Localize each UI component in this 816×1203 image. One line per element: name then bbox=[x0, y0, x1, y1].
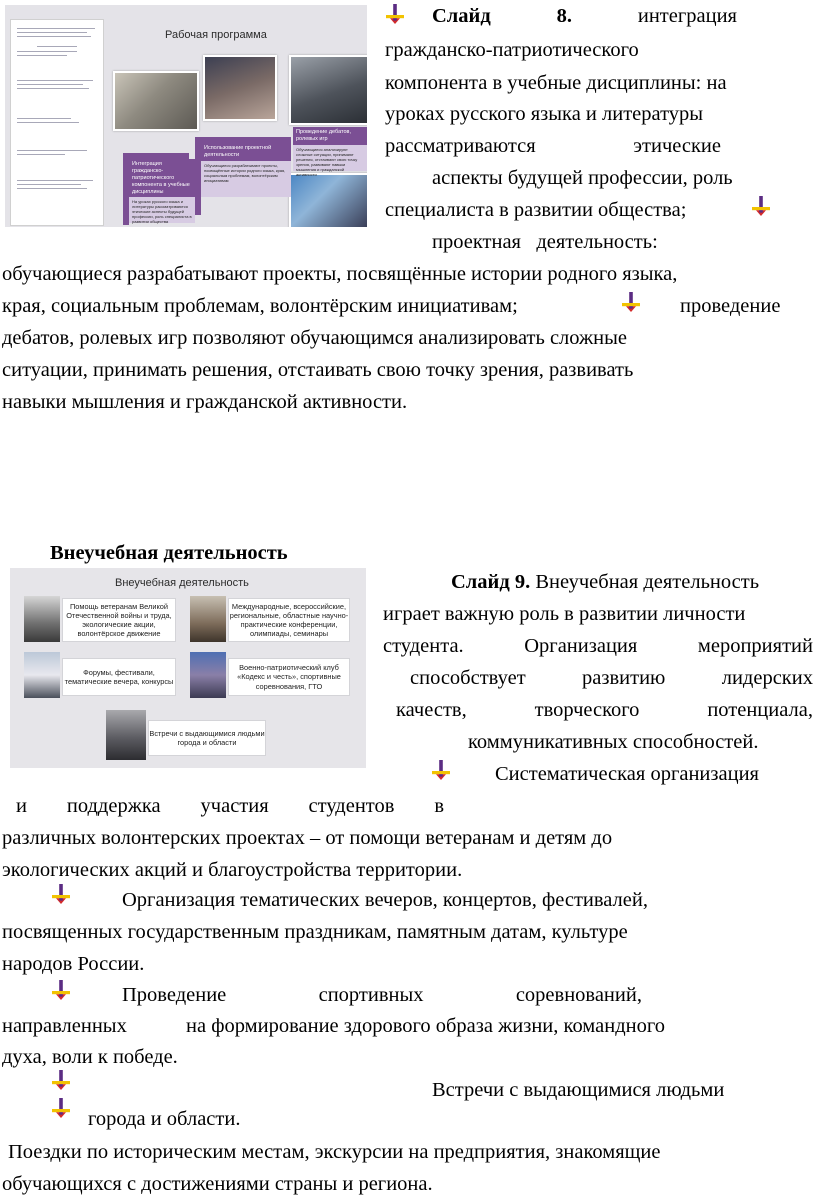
slide-9-line-1-text: Внеучебная деятельность bbox=[530, 571, 760, 593]
slide-9-line-14-b: спортивных bbox=[318, 984, 424, 1006]
integration-box-body: На уроках русского языка и литературы рассматриваются этические аспекты будущей профессии, роль специалиста в развитии общества bbox=[132, 199, 192, 225]
slide-9-line-17: Встречи с выдающимися людьми bbox=[432, 1079, 725, 1101]
classroom-photo-2 bbox=[203, 55, 277, 121]
slide-9-line-8-d: студентов bbox=[308, 795, 395, 817]
slide-9-line-14-a: Проведение bbox=[122, 984, 227, 1006]
slide-9-line-5 bbox=[396, 700, 813, 721]
slide-9-line-8-a: и bbox=[16, 795, 27, 817]
conferences-card-text: Международные, всероссийские, региональные, областные научно-практические конференции, олимпиады, семинары bbox=[229, 601, 349, 639]
sports-photo bbox=[190, 652, 226, 698]
slide-9-line-15-b: на формирование здорового образа жизни, командного bbox=[186, 1015, 666, 1037]
slide-9-line-10: экологических акций и благоустройства территории. bbox=[2, 859, 463, 881]
slide-9-line-18: города и области. bbox=[88, 1108, 241, 1130]
slide-8-line-8-b: деятельность: bbox=[536, 231, 658, 253]
veterans-photo bbox=[24, 596, 60, 642]
slide-9-line-14 bbox=[122, 985, 642, 1006]
slide-8-number: 8. bbox=[556, 5, 572, 27]
military-club-card bbox=[228, 658, 350, 696]
project-activity-box-header: Использование проектной деятельности bbox=[201, 143, 291, 161]
slide-9-line-19: Поездки по историческим местам, экскурсии на предприятия, знакомящие bbox=[8, 1141, 661, 1163]
military-club-card-text: Военно-патриотический клуб «Кодекс и честь», спортивные соревнования, ГТО bbox=[237, 663, 341, 691]
slide-8-line-9: обучающиеся разрабатывают проекты, посвящённые истории родного языка, bbox=[2, 263, 678, 285]
forums-card bbox=[62, 658, 176, 696]
slide-8-line-1-text: интеграция bbox=[637, 5, 737, 27]
slide-9-line-8-c: участия bbox=[200, 795, 269, 817]
section-heading: Внеучебная деятельность bbox=[50, 542, 288, 564]
slide-8-line-3: компонента в учебные дисциплины: на bbox=[385, 72, 727, 94]
slide-8-line-5-b: этические bbox=[633, 135, 721, 157]
arrow-bullet-icon bbox=[52, 980, 70, 1000]
slide-9-line-20: обучающихся с достижениями страны и региона. bbox=[2, 1173, 433, 1195]
slide-9-line-5-a: качеств, bbox=[396, 699, 467, 721]
slide-9-label: Слайд 9. bbox=[451, 571, 531, 593]
slide-8-line-8 bbox=[432, 232, 658, 253]
slide-9-line-11: Организация тематических вечеров, концертов, фестивалей, bbox=[122, 889, 648, 911]
slide-8-line-11: дебатов, ролевых игр позволяют обучающимся анализировать сложные bbox=[2, 327, 628, 349]
meeting-photo bbox=[106, 710, 146, 760]
volunteering-card bbox=[62, 598, 176, 642]
slide-9-line-7: Систематическая организация bbox=[495, 763, 759, 785]
classroom-photo-3 bbox=[289, 55, 367, 125]
slide-8-image bbox=[5, 5, 367, 227]
slide-9-line-3-b: Организация bbox=[524, 635, 638, 657]
slide-9-image bbox=[10, 568, 366, 768]
slide-9-line-16: духа, воли к победе. bbox=[2, 1046, 178, 1068]
slide-9-line-4-b: развитию bbox=[582, 667, 666, 689]
arrow-bullet-icon bbox=[622, 292, 640, 312]
conference-photo bbox=[190, 596, 226, 642]
slide-9-line-8-e: в bbox=[434, 795, 444, 817]
slide-9-line-9: различных волонтерских проектах – от помощи ветеранам и детям до bbox=[2, 827, 613, 849]
slide-8-line-10-a: края, социальным проблемам, волонтёрским инициативам; bbox=[2, 295, 518, 317]
arrow-bullet-icon bbox=[52, 1098, 70, 1118]
project-activity-box bbox=[201, 143, 291, 197]
slide-9-line-8-b: поддержка bbox=[66, 795, 161, 817]
slide-9-line-5-b: творческого bbox=[534, 699, 640, 721]
forums-card-text: Форумы, фестивали, тематические вечера, конкурсы bbox=[64, 667, 174, 686]
slide-9-line-4 bbox=[410, 668, 813, 689]
slide-9-line-12: посвященных государственным праздникам, памятным датам, культуре bbox=[2, 921, 628, 943]
slide-9-line-14-c: соревнований, bbox=[515, 984, 642, 1006]
document-page-thumbnail bbox=[10, 19, 104, 226]
arrow-bullet-icon bbox=[386, 4, 404, 24]
slide-9-line-3-c: мероприятий bbox=[697, 635, 813, 657]
arrow-bullet-icon bbox=[52, 1070, 70, 1090]
slide-8-line-5 bbox=[385, 136, 721, 157]
slide-9-line-2: играет важную роль в развитии личности bbox=[383, 603, 746, 625]
slide-9-line-4-a: способствует bbox=[410, 667, 526, 689]
slide-8-label: Слайд bbox=[432, 5, 491, 27]
slide-8-line-2: гражданско-патриотического bbox=[385, 39, 639, 61]
slide-8-line-10-b: проведение bbox=[680, 295, 781, 317]
slide-9-line-5-c: потенциала, bbox=[707, 699, 813, 721]
slide-8-line-1 bbox=[432, 6, 737, 27]
slide-9-line-1 bbox=[451, 572, 759, 593]
slide-8-title: Рабочая программа bbox=[165, 29, 267, 41]
slide-8-line-5-a: рассматриваются bbox=[385, 135, 536, 157]
arrow-bullet-icon bbox=[52, 884, 70, 904]
slide-9-line-8 bbox=[16, 796, 444, 817]
slide-9-line-3 bbox=[383, 636, 813, 657]
festival-photo bbox=[24, 652, 60, 698]
slide-9-line-13: народов России. bbox=[2, 953, 145, 975]
conferences-card bbox=[228, 598, 350, 642]
slide-9-line-15-a: направленных bbox=[2, 1015, 127, 1037]
debates-box bbox=[293, 127, 367, 177]
debates-box-header: Проведение дебатов, ролевых игр bbox=[293, 127, 367, 145]
slide-9-line-3-a: студента. bbox=[383, 635, 464, 657]
slide-9-line-6: коммуникативных способностей. bbox=[468, 731, 759, 753]
slide-8-line-6: аспекты будущей профессии, роль bbox=[432, 167, 733, 189]
event-photo bbox=[289, 173, 367, 227]
arrow-bullet-icon bbox=[432, 760, 450, 780]
volunteering-card-text: Помощь ветеранам Великой Отечественной войны и труда, экологические акции, волонтёрское движение bbox=[66, 601, 172, 639]
slide-9-title: Внеучебная деятельность bbox=[115, 577, 249, 589]
slide-8-line-13: навыки мышления и гражданской активности. bbox=[2, 391, 408, 413]
classroom-photo-1 bbox=[113, 71, 199, 131]
debates-box-body: Обучающиеся анализируют сложные ситуации, принимают решения, отстаивают свою точку зрения, развивают навыки мышления и гражданской активности bbox=[296, 146, 358, 177]
slide-8-line-8-a: проектная bbox=[432, 231, 521, 253]
integration-box-header: Интеграция гражданско-патриотического компонента в учебные дисциплины bbox=[129, 159, 195, 197]
slide-9-line-4-c: лидерских bbox=[721, 667, 813, 689]
slide-8-line-7: специалиста в развитии общества; bbox=[385, 199, 687, 221]
project-activity-box-body: Обучающиеся разрабатывают проекты, посвящённые истории родного языка, края, социальным проблемам, волонтёрским инициативам bbox=[204, 162, 286, 183]
slide-8-line-12: ситуации, принимать решения, отстаивать свою точку зрения, развивать bbox=[2, 359, 634, 381]
slide-8-line-4: уроках русского языка и литературы bbox=[385, 103, 704, 125]
arrow-bullet-icon bbox=[752, 196, 770, 216]
meetings-card bbox=[148, 720, 266, 756]
meetings-card-text: Встречи с выдающимися людьми города и области bbox=[149, 728, 265, 747]
integration-box bbox=[129, 159, 195, 223]
